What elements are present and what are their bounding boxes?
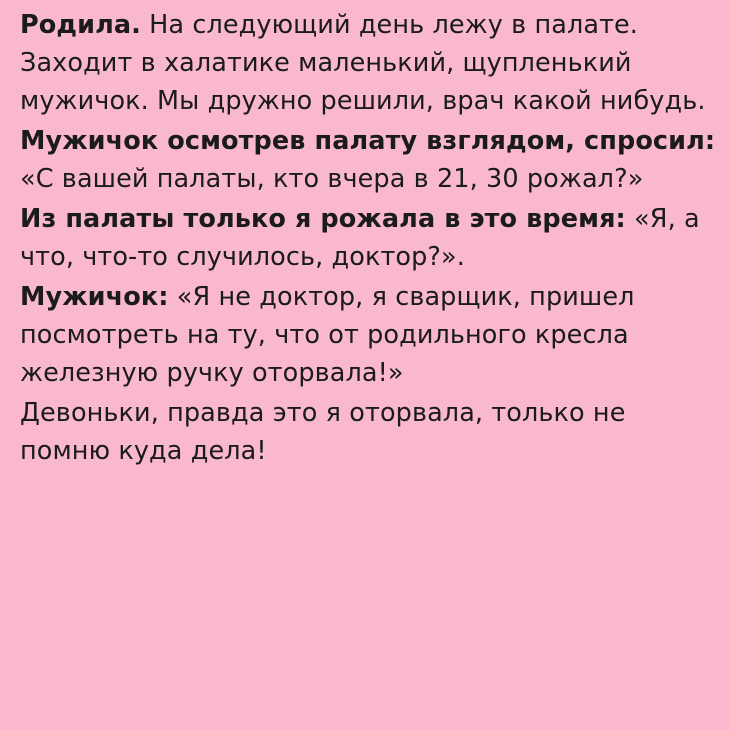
paragraph-1-rest: На следующий день лежу в палате. Заходит в халатике маленький, щупленький мужичок. Мы дружно решили, врач какой нибудь. xyxy=(20,10,706,116)
paragraph-2 xyxy=(20,122,716,198)
paragraph-3-lead: Из палаты только я рожала в это время: xyxy=(20,204,626,234)
paragraph-5-rest: Девоньки, правда это я оторвала, только не помню куда дела! xyxy=(20,398,626,466)
paragraph-3-rest: «Я, а что, что-то случилось, доктор?». xyxy=(20,204,700,272)
paragraph-4-rest: «Я не доктор, я сварщик, пришел посмотреть на ту, что от родильного кресла железную ручку оторвала!» xyxy=(20,282,635,388)
paragraph-1 xyxy=(20,6,716,120)
paragraph-2-rest: «С вашей палаты, кто вчера в 21, 30 рожал?» xyxy=(20,164,644,194)
paragraph-4-lead: Мужичок: xyxy=(20,282,169,312)
paragraph-3 xyxy=(20,200,716,276)
paragraph-4 xyxy=(20,278,716,392)
paragraph-5 xyxy=(20,394,716,470)
paragraph-1-lead: Родила. xyxy=(20,10,141,40)
paragraph-2-lead: Мужичок осмотрев палату взглядом, спросил: xyxy=(20,126,716,156)
